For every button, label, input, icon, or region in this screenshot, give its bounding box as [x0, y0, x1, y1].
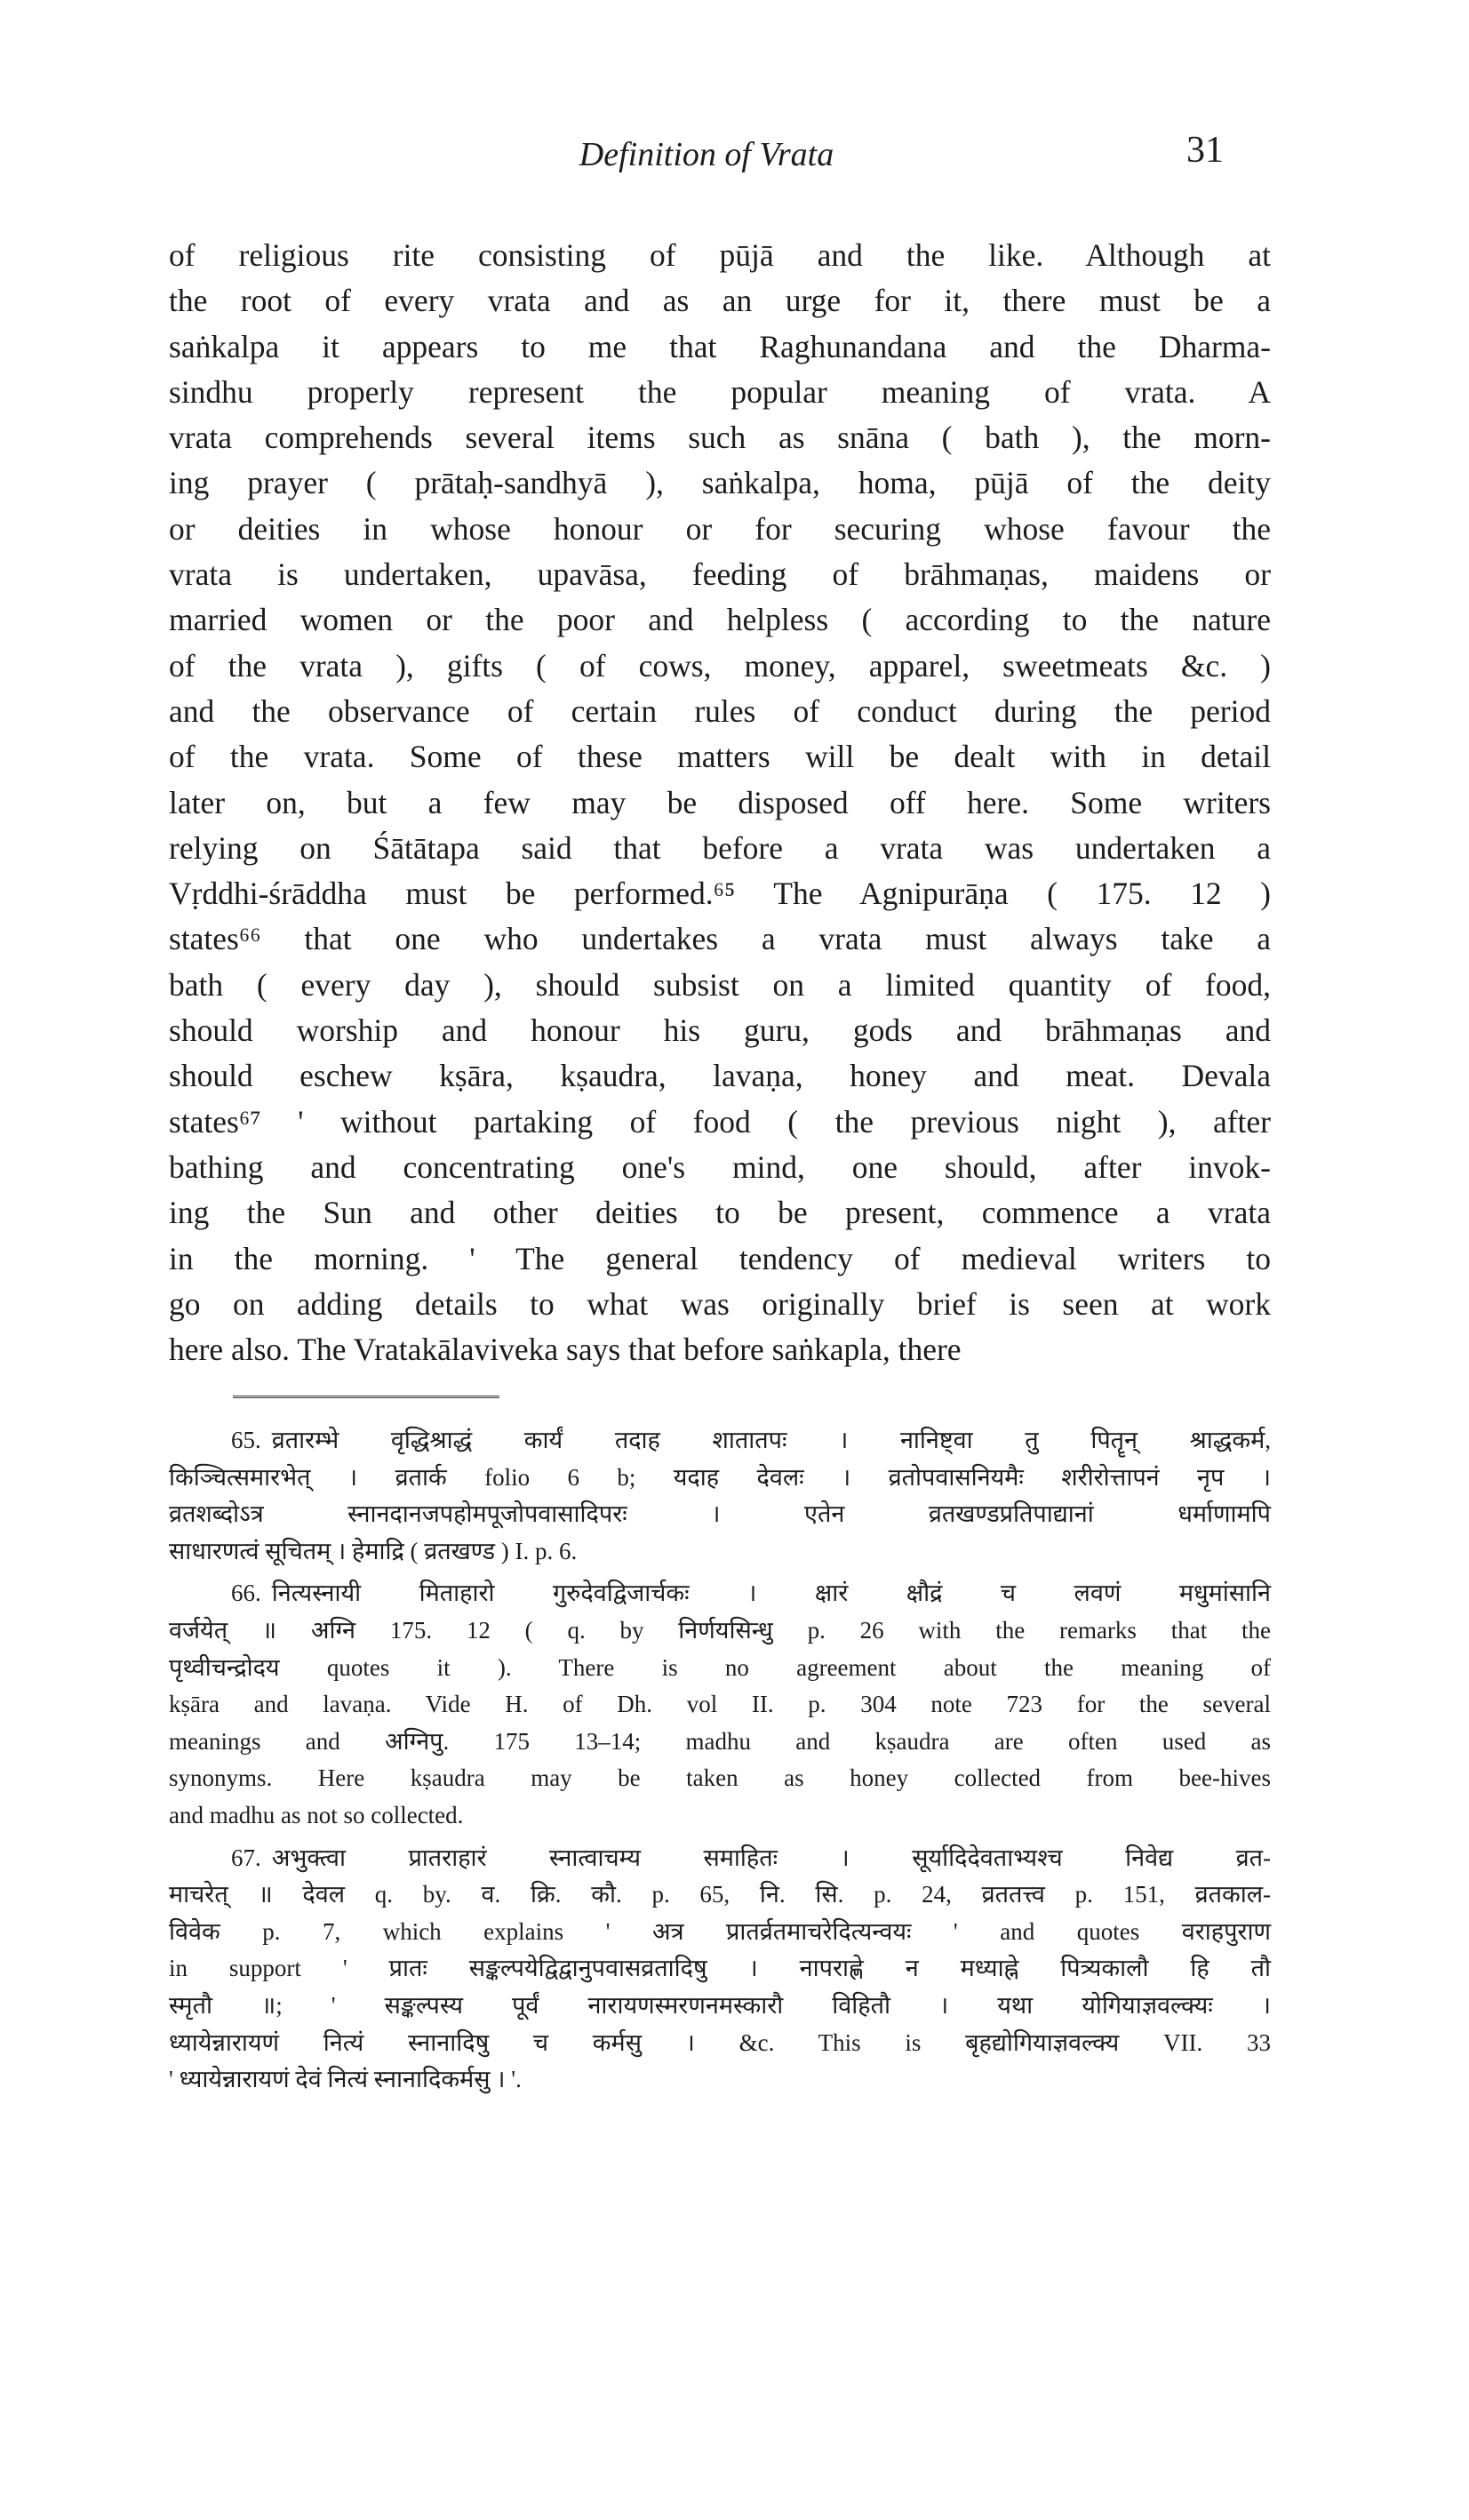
footnote-line: ' ध्यायेन्नारायणं देवं नित्यं स्नानादिकर्मसु । '. [169, 2066, 522, 2093]
body-line: here also. The Vratakālaviveka says that before saṅkapla, there [169, 1332, 962, 1368]
body-line: go on adding details to what was originally brief is seen at work [169, 1285, 1271, 1322]
footnote-line: विवेक p. 7, which explains ' अत्र प्रातर्व्रतमाचरेदित्यन्वयः ' and quotes वराहपुराण [169, 1917, 1271, 1945]
footnote-67 [169, 1840, 1271, 2099]
footnote-line: नित्यस्नायी मिताहारो गुरुदेवद्विजार्चकः । क्षारं क्षौद्रं च लवणं मधुमांसानि [271, 1580, 1271, 1607]
body-line: bath ( every day ), should subsist on a limited quantity of food, [169, 966, 1271, 1003]
body-line: bathing and concentrating one's mind, one should, after invok- [169, 1148, 1271, 1185]
body-line: states⁶⁷ ' without partaking of food ( the previous night ), after [169, 1103, 1271, 1140]
body-line: vrata comprehends several items such as snāna ( bath ), the morn- [169, 420, 1271, 456]
footnote-line: वर्जयेत् ॥ अग्नि 175. 12 ( q. by निर्णयसिन्धु p. 26 with the remarks that the [169, 1616, 1271, 1644]
footnote-line: किञ्चित्समारभेत् । व्रतार्क folio 6 b; यदाह देवलः । व्रतोपवासनियमैः शरीरोत्तापनं नृप । [169, 1463, 1271, 1491]
body-line: of religious rite consisting of pūjā and the like. Although at [169, 237, 1271, 273]
body-text [169, 233, 1271, 1372]
body-line: saṅkalpa it appears to me that Raghunandana and the Dharma- [169, 328, 1271, 364]
footnote-line: kṣāra and lavaṇa. Vide H. of Dh. vol II. p. 304 note 723 for the several [169, 1691, 1271, 1718]
footnote-line: साधारणत्वं सूचितम् । हेमाद्रि ( व्रतखण्ड ) I. p. 6. [169, 1537, 578, 1564]
body-line: sindhu properly represent the popular meaning of vrata. A [169, 373, 1271, 410]
body-line: and the observance of certain rules of conduct during the period [169, 692, 1271, 729]
footnote-separator-rule [233, 1396, 499, 1398]
footnote-line: माचरेत् ॥ देवल q. by. व. क्रि. कौ. p. 65, नि. सि. p. 24, व्रततत्त्व p. 151, व्रतकाल- [169, 1881, 1271, 1908]
body-line: states⁶⁶ that one who undertakes a vrata must always take a [169, 921, 1271, 957]
running-head: Definition of Vrata [579, 136, 834, 173]
body-line: in the morning. ' The general tendency of medieval writers to [169, 1240, 1271, 1276]
footnotes [169, 1422, 1271, 2104]
footnote-number: 67. [231, 1844, 261, 1871]
footnote-line: meanings and अग्निपु. 175 13–14; madhu and kṣaudra are often used as [169, 1727, 1271, 1755]
body-line: married women or the poor and helpless ( according to the nature [169, 602, 1271, 638]
page-number: 31 [1186, 130, 1224, 171]
body-line: ing the Sun and other deities to be present, commence a vrata [169, 1195, 1271, 1231]
body-line: Vṛddhi-śrāddha must be performed.⁶⁵ The Agnipurāṇa ( 175. 12 ) [169, 876, 1271, 912]
body-line: vrata is undertaken, upavāsa, feeding of brāhmaṇas, maidens or [169, 556, 1271, 593]
body-line: should eschew kṣāra, kṣaudra, lavaṇa, honey and meat. Devala [169, 1058, 1271, 1094]
body-line: relying on Śātātapa said that before a vrata was undertaken a [169, 829, 1271, 866]
body-line: should worship and honour his guru, gods and brāhmaṇas and [169, 1012, 1271, 1049]
footnote-line: synonyms. Here kṣaudra may be taken as honey collected from bee-hives [169, 1764, 1271, 1792]
footnote-number: 65. [231, 1427, 261, 1453]
footnote-line: in support ' प्रातः सङ्कल्पयेद्विद्वानुपवासव्रतादिषु । नापराह्णे न मध्याह्ने पित्र्यकालौ हि तौ [169, 1955, 1271, 1982]
footnote-number: 66. [231, 1580, 261, 1607]
footnote-line: ध्यायेन्नारायणं नित्यं स्नानादिषु च कर्मसु । &c. This is बृहद्योगियाज्ञवल्क्य VII. 33 [169, 2028, 1271, 2056]
footnote-line: स्मृतौ ॥; ' सङ्कल्पस्य पूर्वं नारायणस्मरणनमस्कारौ विहितौ । यथा योगियाज्ञवल्क्यः । [169, 1991, 1271, 2019]
footnote-line: and madhu as not so collected. [169, 1801, 464, 1828]
footnote-65 [169, 1422, 1271, 1570]
body-line: of the vrata ), gifts ( of cows, money, apparel, sweetmeats &c. ) [169, 647, 1271, 684]
footnote-line: व्रतशब्दोऽत्र स्नानदानजपहोमपूजोपवासादिपरः । एतेन व्रतखण्डप्रतिपाद्यानां धर्माणामपि [169, 1500, 1271, 1528]
body-line: ing prayer ( prātaḥ-sandhyā ), saṅkalpa, homa, pūjā of the deity [169, 465, 1271, 501]
footnote-line: व्रतारम्भे वृद्धिश्राद्धं कार्यं तदाह शातातपः । नानिष्ट्वा तु पितॄन् श्राद्धकर्म, [271, 1427, 1271, 1453]
body-line: or deities in whose honour or for securing whose favour the [169, 510, 1271, 547]
body-line: of the vrata. Some of these matters will be dealt with in detail [169, 739, 1271, 775]
footnote-line: पृथ्वीचन्द्रोदय quotes it ). There is no agreement about the meaning of [169, 1653, 1271, 1681]
body-line: later on, but a few may be disposed off here. Some writers [169, 784, 1271, 820]
body-line: the root of every vrata and as an urge for it, there must be a [169, 283, 1271, 319]
footnote-66 [169, 1575, 1271, 1834]
footnote-line: अभुक्त्वा प्रातराहारं स्नात्वाचम्य समाहितः । सूर्यादिदेवताभ्यश्च निवेद्य व्रत- [271, 1844, 1271, 1871]
